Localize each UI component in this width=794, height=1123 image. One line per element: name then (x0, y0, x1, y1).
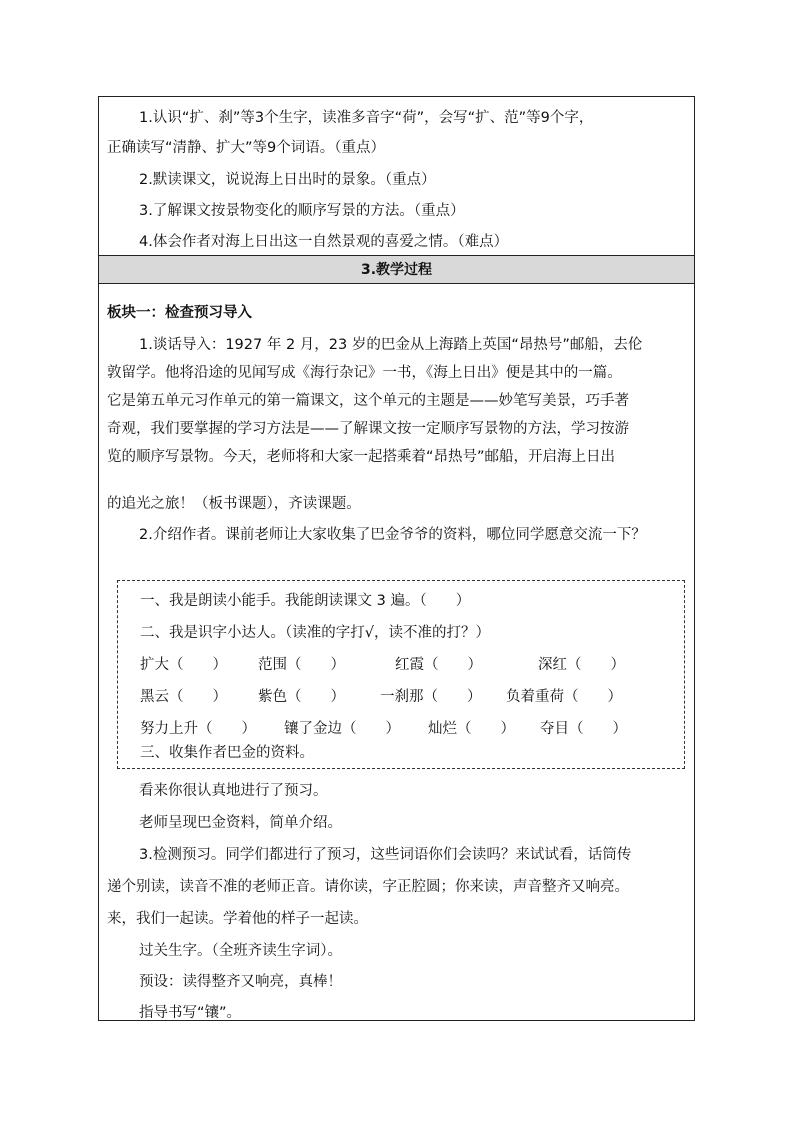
word-item: 红霞（ ） (395, 657, 482, 673)
paragraph-line: 3.检测预习。同学们都进行了预习，这些词语你们会读吗？来试试看，话筒传 (139, 847, 632, 863)
word-item: 黑云（ ） (140, 689, 227, 705)
word-item: 扩大（ ） (140, 657, 227, 673)
objective-line: 2.默读课文，说说海上日出时的景象。（重点） (139, 172, 436, 188)
paragraph-line: 过关生字。（全班齐读生字词）。 (139, 943, 342, 959)
paragraph-line: 看来你很认真地进行了预习。 (139, 783, 328, 799)
paragraph-line: 它是第五单元习作单元的第一篇课文，这个单元的主题是——妙笔写美景，巧手著 (107, 393, 629, 409)
word-item: 范围（ ） (258, 657, 345, 673)
paragraph-line: 2.介绍作者。课前老师让大家收集了巴金爷爷的资料，哪位同学愿意交流一下？ (139, 527, 646, 543)
paragraph-line: 递个别读，读音不准的老师正音。请你读，字正腔圆；你来读，声音整齐又响亮。 (107, 879, 629, 895)
word-item: 镶了金边（ ） (284, 721, 400, 737)
paragraph-line: 奇观，我们要掌握的学习方法是——了解课文按一定顺序写景物的方法，学习按游 (107, 421, 629, 437)
paragraph-line: 指导书写“镶”。 (139, 1005, 242, 1021)
objectives-section (99, 97, 694, 256)
word-item: 努力上升（ ） (140, 721, 256, 737)
section-header: 3.教学过程 (99, 256, 694, 284)
word-item: 负着重荷（ ） (506, 689, 622, 705)
objective-line: 1.认识“扩、刹”等3个生字，读准多音字“荷”，会写“扩、范”等9个字， (139, 110, 594, 126)
worksheet-line: 三、收集作者巴金的资料。 (140, 745, 314, 761)
paragraph-line: 览的顺序写景物。今天，老师将和大家一起搭乘着“昂热号”邮船，开启海上日出 (107, 449, 616, 465)
preview-worksheet-box (117, 580, 685, 769)
worksheet-line: 一、我是朗读小能手。我能朗读课文 3 遍。（ ） (140, 593, 471, 609)
objective-line: 正确读写“清静、扩大”等9个词语。（重点） (107, 140, 385, 156)
objective-line: 4.体会作者对海上日出这一自然景观的喜爱之情。（难点） (139, 234, 509, 250)
paragraph-line: 的追光之旅！（板书课题），齐读课题。 (107, 496, 361, 512)
paragraph-line: 老师呈现巴金资料，简单介绍。 (139, 815, 342, 831)
word-item: 深红（ ） (538, 657, 625, 673)
objective-line: 3.了解课文按景物变化的顺序写景的方法。（重点） (139, 203, 465, 219)
paragraph-line: 来，我们一起读。学着他的样子一起读。 (107, 911, 368, 927)
word-item: 一刹那（ ） (380, 689, 482, 705)
paragraph-line: 敦留学。他将沿途的见闻写成《海行杂记》一书，《海上日出》便是其中的一篇。 (107, 365, 622, 381)
block-title: 板块一：检查预习导入 (107, 305, 252, 321)
worksheet-line: 二、我是识字小达人。（读准的字打√，读不准的打？） (140, 625, 490, 641)
word-item: 紫色（ ） (258, 689, 345, 705)
lesson-plan-table (98, 96, 695, 1021)
word-item: 夺目（ ） (540, 721, 627, 737)
word-item: 灿烂（ ） (428, 721, 515, 737)
paragraph-line: 预设：读得整齐又响亮，真棒！ (139, 974, 342, 990)
paragraph-line: 1.谈话导入：1927 年 2 月，23 岁的巴金从上海踏上英国“昂热号”邮船，去伦 (139, 337, 643, 353)
